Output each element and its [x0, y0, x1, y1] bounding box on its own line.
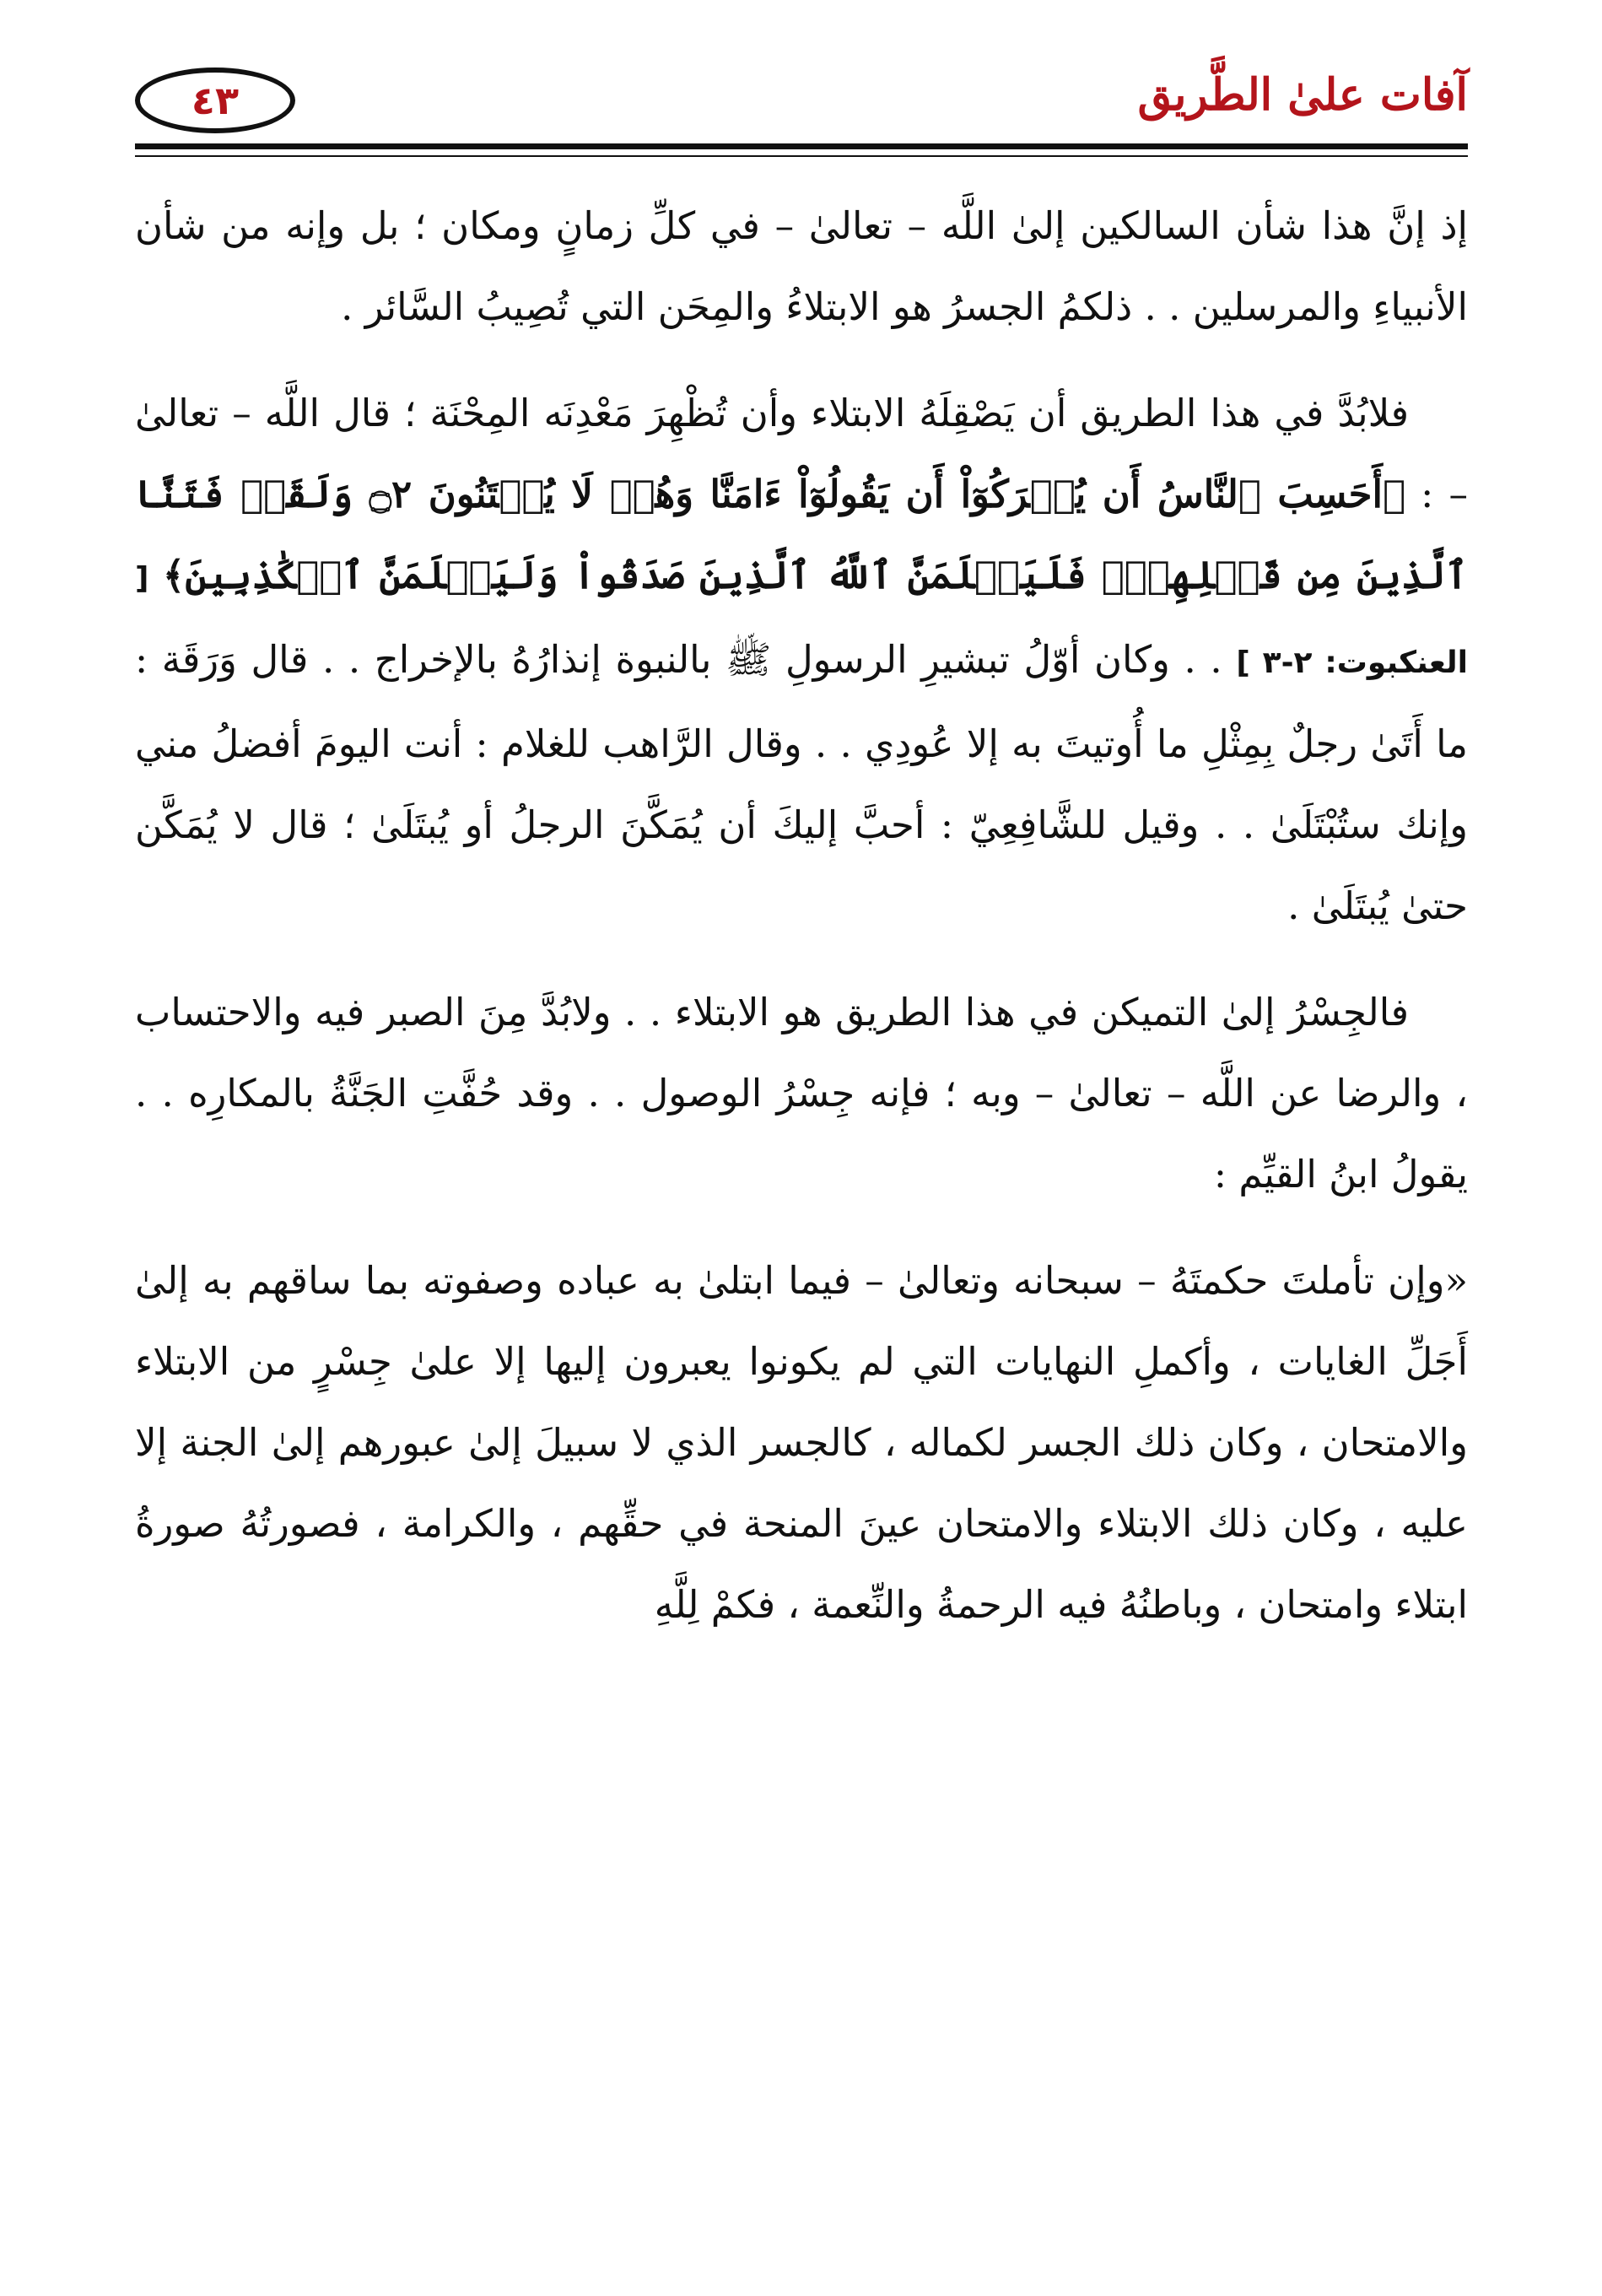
page-number: ٤٣ [135, 68, 295, 133]
verse-citation: [ العنكبوت: ٢-٣ ] [135, 561, 1468, 680]
paragraph-4-quote: «وإن تأملتَ حكمتَهُ – سبحانه وتعالىٰ – فيما ابتلىٰ به عباده وصفوته بما ساقهم به إلىٰ أَجَلِّ الغايات ، وأكملِ النهايات التي لم يكونوا يعبرون إليها إلا علىٰ جِسْرٍ من الابتلاء والامتحان ، وكان ذلك الجسر لكماله ، كالجسر الذي لا سبيلَ إلىٰ عبورهم إلىٰ الجنة إلا عليه ، وكان ذلك الابتلاء والامتحان عينَ المنحة في حقِّهم ، والكرامة ، فصورتُهُ صورةُ ابتلاء وامتحان ، وباطنُهُ فيه الرحمةُ والنِّعمة ، فكمْ لِلَّهِ [135, 1258, 1468, 1627]
page-header [135, 51, 1468, 143]
paragraph-1: إذ إنَّ هذا شأن السالكين إلىٰ اللَّه – تعالىٰ – في كلِّ زمانٍ ومكان ؛ بل وإنه من شأن الأنبياءِ والمرسلين . . ذلكمُ الجسرُ هو الابتلاءُ والمِحَن التي تُصِيبُ السَّائر . [135, 203, 1468, 329]
header-rule-thick [135, 143, 1468, 149]
paragraph-3: فالجِسْرُ إلىٰ التميكن في هذا الطريق هو الابتلاء . . ولابُدَّ مِنَ الصبر فيه والاحتساب ، والرضا عن اللَّه – تعالىٰ – وبه ؛ فإنه جِسْرُ الوصول . . وقد حُفَّتِ الجَنَّةُ بالمكارِه . . يقولُ ابنُ القيِّم : [135, 990, 1468, 1197]
quran-verse: ﴿أَحَسِبَ ٱلنَّاسُ أَن يُتۡرَكُوٓاْ أَن يَقُولُوٓاْ ءَامَنَّا وَهُمۡ لَا يُفۡتَنُونَ ۝٢ وَلَقَدۡ فَتَنَّا ٱلَّذِينَ مِن قَبۡلِهِمۡۖ فَلَيَعۡلَمَنَّ ٱللَّهُ ٱلَّذِينَ صَدَقُواْ وَلَيَعۡلَمَنَّ ٱلۡكَٰذِبِينَ﴾ [135, 472, 1468, 597]
paragraph-2-intro: فلابُدَّ في هذا الطريق أن يَصْقِلَهُ الابتلاء وأن تُظْهِرَ مَعْدِنَه المِحْنَة ؛ قال اللَّه – تعالىٰ – : [135, 391, 1469, 516]
body-text [135, 186, 1468, 1671]
header-rule-thin [135, 155, 1468, 157]
paragraph-2-rest: . . وكان أوّلُ تبشيرِ الرسولِ ﷺ بالنبوة إنذارُهُ بالإخراج . . قال وَرَقَة : ما أَتَىٰ رجلٌ بِمِثْلِ ما أُوتيتَ به إلا عُودِي . . وقال الرَّاهب للغلام : أنت اليومَ أفضلُ مني وإنك ستُبْتَلَىٰ . . وقيل للشَّافِعِيّ : أحبَّ إليكَ أن يُمَكَّنَ الرجلُ أو يُبتَلَىٰ ؛ قال لا يُمَكَّن حتىٰ يُبتَلَىٰ . [135, 637, 1468, 928]
paragraph-2 [135, 373, 1468, 947]
running-title: آفات علىٰ الطَّريق [1137, 69, 1468, 121]
